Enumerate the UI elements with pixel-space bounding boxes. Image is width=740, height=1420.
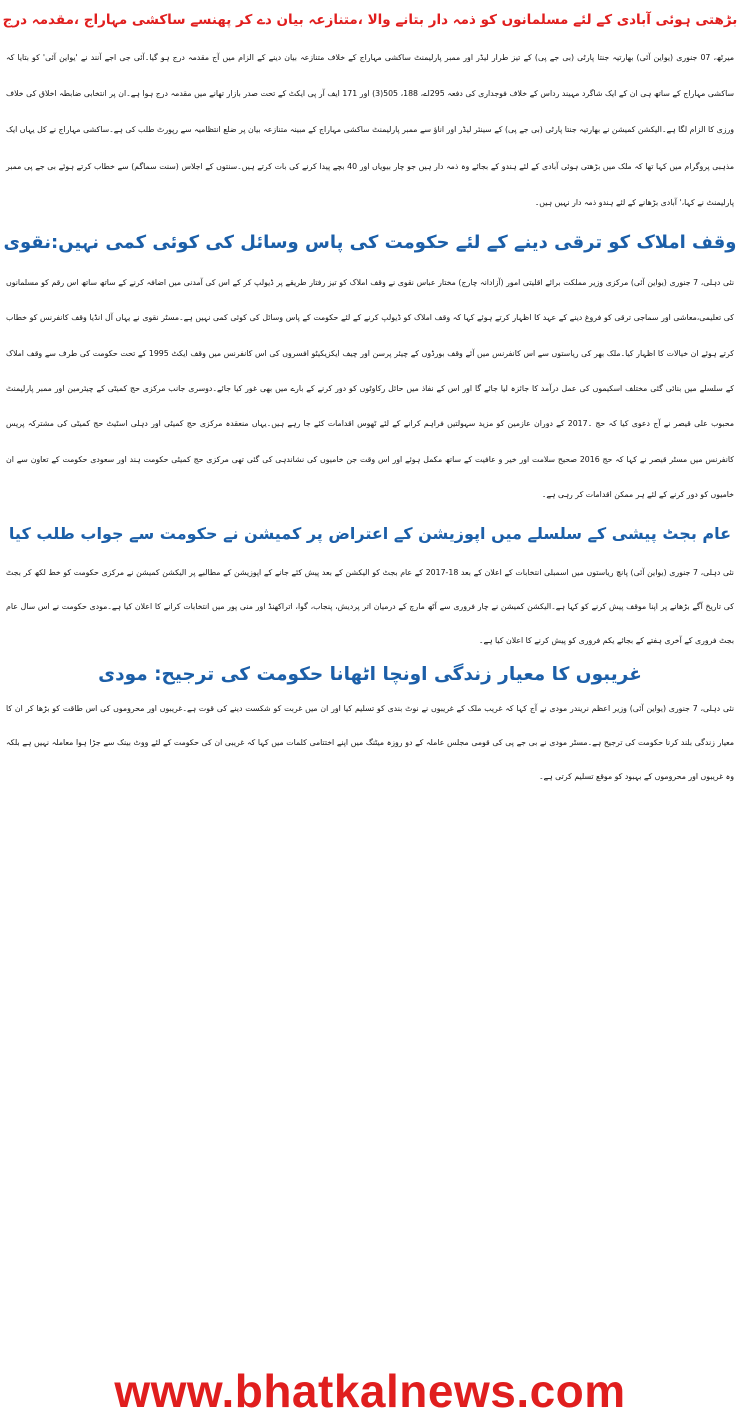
article-modi-poor xyxy=(0,658,740,794)
article-waqf-naqvi xyxy=(0,221,740,512)
article-headline: وقف املاک کو ترقی دینے کے لئے حکومت کی پاس وسائل کی کوئی کمی نہیں:نقوی xyxy=(3,232,737,254)
article-body: نئی دہلی، 7 جنوری (یواین آئی) مرکزی وزیر مملکت برائے اقلیتی امور (آزادانہ چارج) مختار عباس نقوی نے وقف املاک کو تیز رفتار طریقے پر ڈیولپ کر کے اس کی آمدنی میں اضافہ کرنے کے ساتھ ساتھ اس رقم کو مسلمانوں کی تعلیمی،معاشی اور سماجی ترقی کو فروغ دینے کے عہد کا اظہار کرتے ہوئے کہا کہ وقف املاک کو ڈیولپ کرنے کے لئے حکومت کے پاس وسائل کی کوئی کمی نہیں ہے۔مسٹر نقوی نے یہاں آل انڈیا وقف کانفرنس کو خطاب کرتے ہوئے ان خیالات کا اظہار کیا۔ملک بھر کی ریاستوں سے اس کانفرنس میں آئے وقف بورڈوں کے چیئر پرسن اور چیف ایکزیکیٹو افسروں کی اس کانفرنس میں وقف ایکٹ 1995 کے تحت حکومت کی طرف سے وقف املاک کے سلسلے میں بنائی گئی مختلف اسکیموں کی عمل درآمد کا جائزہ لیا جائے گا اور اس کے نفاذ میں حائل رکاوٹوں کو دور کرنے کے بارے میں بھی غور کیا جائے۔دوسری جانب مرکزی حج کمیٹی کے چیئرمین اور ممبر پارلیمنٹ محبوب علی قیصر نے آج دعوی کیا کہ حج ۔2017 کے دوران عازمین کو مزید سہولتیں فراہم کرانے کے لئے ٹھوس اقدامات کئے جا رہے ہیں۔یہاں منعقدہ مرکزی حج کمیٹی اور دہلی اسٹیٹ حج کمیٹی کی مشترکہ پریس کانفرنس میں مسٹر قیصر نے کہا کہ حج 2016 صحیح سلامت اور خیر و عافیت کے ساتھ مکمل ہوئے اور اس وقت جن خامیوں کی نشاندہی کی گئی تھی مرکزی حج کمیٹی حکومت ہند اور سعودی حکومت کے تعاون سے ان خامیوں کو دور کرنے کے لئے ہر ممکن اقدامات کر رہی ہے۔ xyxy=(6,278,734,499)
article-budget-commission xyxy=(0,512,740,658)
site-watermark: www.bhatkalnews.com xyxy=(114,1365,626,1417)
article-body: نئی دہلی، 7 جنوری (یواین آئی) وزیر اعظم نریندر مودی نے آج کہا کہ غریب ملک کے غریبوں نے نوٹ بندی کو تسلیم کیا اور ان میں غربت کو شکست دینے کی قوت ہے۔غریبوں اور محروموں کی اس طاقت کو بڑھا کر ان کا معیار زندگی بلند کرنا حکومت کی ترجیح ہے۔مسٹر مودی نے بی جے پی کی قومی مجلس عاملہ کے دو روزہ میٹنگ میں اپنے اختتامی کلمات میں کہا کہ غریبی ان کی حکومت کے لئے ووٹ بینک سے جڑا ہوا معاملہ نہیں ہے بلکہ وہ غریبوں اور محروموں کے بہبود کو موقع تسلیم کرتی ہے۔ xyxy=(6,704,734,782)
article-body: میرٹھ، 07 جنوری (یواین آئی) بھارتیہ جنتا پارٹی (بی جے پی) کے تیز طرار لیڈر اور ممبر پارلیمنٹ ساکشی مہاراج کے خلاف متنازعہ بیان دینے کے الزام میں آج مقدمہ درج ہو گیا۔آئی جی اجے آنند نے 'یواین آئی' کو بتایا کہ ساکشی مہاراج کے ساتھ ہی ان کے ایک شاگرد مہیند رداس کے خلاف فوجداری کی دفعہ 295اے، 188، 505(3) اور 171 ایف آر پی ایکٹ کے تحت صدر بازار تھانے میں مقدمہ درج ہوا ہے۔ان پر انتخابی ضابطہ اخلاق کی خلاف ورزی کا الزام لگا ہے۔الیکشن کمیشن نے بھارتیہ جنتا پارٹی (بی جے پی) کے سینئر لیڈر اور اناؤ سے ممبر پارلیمنٹ ساکشی مہاراج کے مبینہ متنازعہ بیان پر ضلع انتظامیہ سے رپورٹ طلب کی ہے۔ساکشی مہاراج نے کل یہاں ایک مذہبی پروگرام میں کہا تھا کہ ملک میں بڑھتی ہوئی آبادی کے لئے ہندو کے بجائے وہ ذمہ دار ہیں جو چار بیویاں اور 40 بچے پیدا کرنے کی بات کرتے ہیں۔سنتوں کے اجلاس (سنت سماگم) سے خطاب کرتے ہوئے بی جے پی ممبر پارلیمنٹ نے کہا،' آبادی بڑھانے کے لئے ہندو ذمہ دار نہیں ہیں۔ xyxy=(6,53,735,207)
article-sakshi-maharaj xyxy=(0,0,740,221)
article-headline: بڑھتی ہوئی آبادی کے لئے مسلمانوں کو ذمہ دار بتانے والا ،متنازعہ بیان دے کر پھنسے ساکشی مہاراج ،مقدمہ درج xyxy=(2,12,738,28)
article-body: نئی دہلی، 7 جنوری (یواین آئی) پانچ ریاستوں میں اسمبلی انتخابات کے اعلان کے بعد 18-2017 کے عام بجٹ کو الیکشن کے بعد پیش کئے جانے کے اپوزیشن کے مطالبے پر الیکشن کمیشن نے مرکزی حکومت کو خط لکھ کر بجٹ کی تاریخ آگے بڑھانے پر اپنا موقف پیش کرنے کو کہا ہے۔الیکشن کمیشن نے چار فروری سے آٹھ مارچ کے درمیان اتر پردیش، پنجاب، گوا، اتراکھنڈ اور منی پور میں انتخابات کرانے کا اعلان کیا ہے۔مودی حکومت نے اس سال عام بجٹ فروری کے آخری ہفتے کے بجائے یکم فروری کو پیش کرنے کا اعلان کیا ہے۔ xyxy=(6,568,734,646)
article-headline: غریبوں کا معیار زندگی اونچا اٹھانا حکومت کی ترجیح: مودی xyxy=(98,664,642,686)
article-headline: عام بجٹ پیشی کے سلسلے میں اپوزیشن کے اعتراض پر کمیشن نے حکومت سے جواب طلب کیا xyxy=(8,524,732,544)
